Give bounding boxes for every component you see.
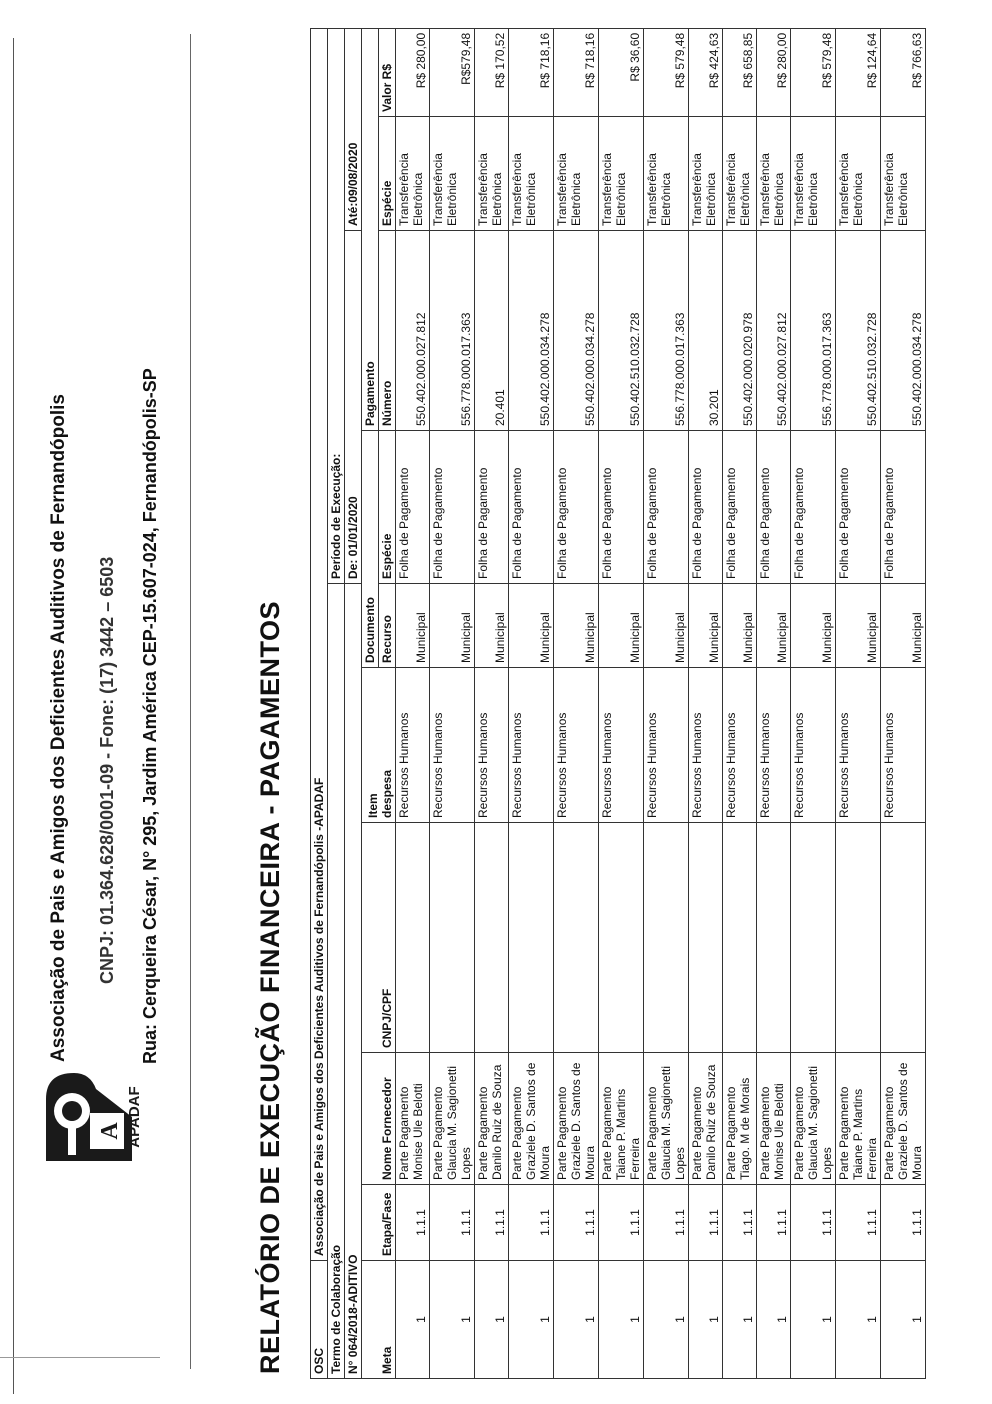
cell-meta: 1 xyxy=(723,1261,757,1379)
logo-text: APADAF xyxy=(126,1086,143,1148)
cell-etapa: 1.1.1 xyxy=(881,1185,926,1261)
cell-recurso: Municipal xyxy=(475,584,509,668)
cell-cnpj xyxy=(599,823,644,1053)
cell-especie-pag: Transferência Eletrônica xyxy=(396,117,430,231)
cell-fornecedor: Parte Pagamento Graziele D. Santos de Moura xyxy=(509,1053,554,1185)
cell-etapa: 1.1.1 xyxy=(723,1185,757,1261)
cell-especie: Folha de Pagamento xyxy=(396,431,430,584)
cell-numero: 550.402.510.032.728 xyxy=(599,231,644,431)
cell-especie: Folha de Pagamento xyxy=(791,431,836,584)
cell-etapa: 1.1.1 xyxy=(475,1185,509,1261)
cell-item: Recursos Humanos xyxy=(554,668,599,823)
col-item-label: Item xyxy=(366,793,380,818)
cell-especie: Folha de Pagamento xyxy=(723,431,757,584)
table-row xyxy=(430,28,475,1378)
report-title: RELATÓRIO DE EXECUÇÃO FINANCEIRA - PAGAMENTOS xyxy=(255,600,285,1374)
cell-meta: 1 xyxy=(757,1261,791,1379)
cell-fornecedor: Parte Pagamento Danilo Ruiz de Souza xyxy=(475,1053,509,1185)
table-row xyxy=(554,28,599,1378)
org-name: Associação de Pais e Amigos dos Deficientes Auditivos de Fernandópolis xyxy=(48,394,69,1062)
cell-etapa: 1.1.1 xyxy=(791,1185,836,1261)
cell-cnpj xyxy=(509,823,554,1053)
cell-recurso: Municipal xyxy=(836,584,881,668)
table-row xyxy=(475,28,509,1378)
cell-numero: 30.201 xyxy=(689,231,723,431)
table-row xyxy=(689,28,723,1378)
cell-valor: R$ 170,52 xyxy=(475,28,509,116)
cell-valor: R$ 280,00 xyxy=(757,28,791,116)
cell-item: Recursos Humanos xyxy=(644,668,689,823)
table-row xyxy=(791,28,836,1378)
cell-recurso: Municipal xyxy=(757,584,791,668)
cell-item: Recursos Humanos xyxy=(509,668,554,823)
cell-valor: R$ 766,63 xyxy=(881,28,926,116)
cell-numero: 550.402.000.034.278 xyxy=(509,231,554,431)
cell-valor: R$ 424,63 xyxy=(689,28,723,116)
col-recurso: Recurso xyxy=(379,584,396,668)
cell-fornecedor: Parte Pagamento Monise Ule Belotti xyxy=(396,1053,430,1185)
cell-etapa: 1.1.1 xyxy=(836,1185,881,1261)
col-especie-pag: Espécie xyxy=(379,117,396,231)
cell-recurso: Municipal xyxy=(723,584,757,668)
table-row xyxy=(757,28,791,1378)
cell-cnpj xyxy=(836,823,881,1053)
cell-cnpj xyxy=(475,823,509,1053)
cell-item: Recursos Humanos xyxy=(396,668,430,823)
ate-label: Até:09/08/2020 xyxy=(345,28,362,230)
cell-meta: 1 xyxy=(396,1261,430,1379)
cell-especie-pag: Transferência Eletrônica xyxy=(881,117,926,231)
cell-especie-pag: Transferência Eletrônica xyxy=(791,117,836,231)
termo-row xyxy=(328,28,345,1378)
cell-valor: R$ 280,00 xyxy=(396,28,430,116)
cell-numero: 556.778.000.017.363 xyxy=(430,231,475,431)
cell-fornecedor: Parte Pagamento Glaucia M. Sagionetti Lopes xyxy=(791,1053,836,1185)
logo-letter: A xyxy=(97,1122,123,1140)
cell-meta: 1 xyxy=(430,1261,475,1379)
cell-meta: 1 xyxy=(509,1261,554,1379)
cell-valor: R$ 718,16 xyxy=(509,28,554,116)
cell-especie: Folha de Pagamento xyxy=(599,431,644,584)
org-cnpj-phone: CNPJ: 01.364.628/0001-09 - Fone: (17) 3442 – 6503 xyxy=(97,556,117,984)
cell-cnpj xyxy=(757,823,791,1053)
col-documento: Documento xyxy=(362,431,379,668)
cell-fornecedor: Parte Pagamento Glaucia M. Sagionetti Lopes xyxy=(644,1053,689,1185)
cell-fornecedor: Parte Pagamento Monise Ule Belotti xyxy=(757,1053,791,1185)
osc-label: OSC xyxy=(311,1261,328,1379)
cell-cnpj xyxy=(644,823,689,1053)
cell-numero: 550.402.000.027.812 xyxy=(757,231,791,431)
cell-etapa: 1.1.1 xyxy=(430,1185,475,1261)
cell-recurso: Municipal xyxy=(881,584,926,668)
cell-numero: 20.401 xyxy=(475,231,509,431)
cell-valor: R$ 658,85 xyxy=(723,28,757,116)
cell-item: Recursos Humanos xyxy=(881,668,926,823)
cell-especie: Folha de Pagamento xyxy=(430,431,475,584)
cell-cnpj xyxy=(430,823,475,1053)
cell-meta: 1 xyxy=(475,1261,509,1379)
cell-especie-pag: Transferência Eletrônica xyxy=(475,117,509,231)
cell-item: Recursos Humanos xyxy=(836,668,881,823)
periodo-label: Período de Execução: xyxy=(328,28,345,583)
col-etapa: Etapa/Fase xyxy=(362,1185,396,1261)
col-despesa-label: despesa xyxy=(380,769,394,818)
cell-fornecedor: Parte Pagamento Tiago. M de Morais xyxy=(723,1053,757,1185)
cell-especie: Folha de Pagamento xyxy=(475,431,509,584)
cell-etapa: 1.1.1 xyxy=(644,1185,689,1261)
cell-cnpj xyxy=(881,823,926,1053)
col-numero: Número xyxy=(379,231,396,431)
cell-meta: 1 xyxy=(554,1261,599,1379)
cell-especie-pag: Transferência Eletrônica xyxy=(599,117,644,231)
termo-value-row xyxy=(345,28,362,1378)
table-row xyxy=(881,28,926,1378)
cell-etapa: 1.1.1 xyxy=(396,1185,430,1261)
cell-fornecedor: Parte Pagamento Taiane P. Martins Ferreira xyxy=(599,1053,644,1185)
cell-valor: R$ 36,60 xyxy=(599,28,644,116)
col-fornecedor: Nome Fornecedor xyxy=(362,1053,396,1185)
cell-especie-pag: Transferência Eletrônica xyxy=(836,117,881,231)
cell-etapa: 1.1.1 xyxy=(509,1185,554,1261)
cell-etapa: 1.1.1 xyxy=(689,1185,723,1261)
cell-recurso: Municipal xyxy=(689,584,723,668)
table-row xyxy=(644,28,689,1378)
cell-valor: R$ 579,48 xyxy=(791,28,836,116)
cell-especie: Folha de Pagamento xyxy=(554,431,599,584)
cell-valor: R$ 124,64 xyxy=(836,28,881,116)
col-cnpj: CNPJ/CPF xyxy=(362,823,396,1053)
top-rule xyxy=(13,38,14,1394)
cell-especie-pag: Transferência Eletrônica xyxy=(430,117,475,231)
de-label: De: 01/01/2020 xyxy=(345,231,362,584)
cell-recurso: Municipal xyxy=(509,584,554,668)
cell-item: Recursos Humanos xyxy=(757,668,791,823)
cell-fornecedor: Parte Pagamento Glaucia M. Sagionetti Lopes xyxy=(430,1053,475,1185)
cell-especie: Folha de Pagamento xyxy=(757,431,791,584)
cell-fornecedor: Parte Pagamento Danilo Ruiz de Souza xyxy=(689,1053,723,1185)
termo-value: N° 064/2018-ADITIVO xyxy=(345,584,362,1379)
cell-recurso: Municipal xyxy=(644,584,689,668)
cell-recurso: Municipal xyxy=(554,584,599,668)
col-item xyxy=(362,668,396,823)
cell-recurso: Municipal xyxy=(430,584,475,668)
cell-numero: 550.402.000.034.278 xyxy=(554,231,599,431)
cell-item: Recursos Humanos xyxy=(689,668,723,823)
org-address: Rua: Cerqueira César, N° 295, Jardim América CEP-15.607-024, Fernandópolis-SP xyxy=(140,368,160,1064)
cell-numero: 550.402.000.020.978 xyxy=(723,231,757,431)
cell-recurso: Municipal xyxy=(396,584,430,668)
cell-especie: Folha de Pagamento xyxy=(689,431,723,584)
cell-meta: 1 xyxy=(599,1261,644,1379)
cell-numero: 556.778.000.017.363 xyxy=(644,231,689,431)
cell-especie-pag: Transferência Eletrônica xyxy=(757,117,791,231)
osc-row xyxy=(311,28,328,1378)
header-row-1 xyxy=(362,28,379,1378)
cell-item: Recursos Humanos xyxy=(599,668,644,823)
cell-etapa: 1.1.1 xyxy=(554,1185,599,1261)
cell-meta: 1 xyxy=(881,1261,926,1379)
cell-meta: 1 xyxy=(644,1261,689,1379)
apadaf-logo xyxy=(40,1064,143,1169)
cell-numero: 556.778.000.017.363 xyxy=(791,231,836,431)
left-rule xyxy=(0,1357,160,1358)
osc-value: Associação de Pais e Amigos dos Deficientes Auditivos de Fernandópolis -APADAF xyxy=(311,28,328,1260)
cell-item: Recursos Humanos xyxy=(723,668,757,823)
cell-especie-pag: Transferência Eletrônica xyxy=(509,117,554,231)
table-row xyxy=(599,28,644,1378)
cell-item: Recursos Humanos xyxy=(430,668,475,823)
cell-fornecedor: Parte Pagamento Graziele D. Santos de Moura xyxy=(554,1053,599,1185)
cell-fornecedor: Parte Pagamento Graziele D. Santos de Moura xyxy=(881,1053,926,1185)
cell-especie-pag: Transferência Eletrônica xyxy=(554,117,599,231)
cell-numero: 550.402.510.032.728 xyxy=(836,231,881,431)
table-row xyxy=(396,28,430,1378)
cell-recurso: Municipal xyxy=(599,584,644,668)
table-row xyxy=(836,28,881,1378)
cell-especie-pag: Transferência Eletrônica xyxy=(644,117,689,231)
payments-table xyxy=(310,28,926,1379)
cell-cnpj xyxy=(791,823,836,1053)
cell-item: Recursos Humanos xyxy=(475,668,509,823)
col-pagamento: Pagamento xyxy=(362,28,379,430)
cell-valor: R$ 718,16 xyxy=(554,28,599,116)
cell-especie: Folha de Pagamento xyxy=(836,431,881,584)
cell-cnpj xyxy=(689,823,723,1053)
payments-rows xyxy=(396,28,926,1378)
table-row xyxy=(509,28,554,1378)
cell-valor: R$ 579,48 xyxy=(644,28,689,116)
cell-especie: Folha de Pagamento xyxy=(509,431,554,584)
cell-recurso: Municipal xyxy=(791,584,836,668)
cell-numero: 550.402.000.034.278 xyxy=(881,231,926,431)
cell-etapa: 1.1.1 xyxy=(757,1185,791,1261)
col-especie: Espécie xyxy=(379,431,396,584)
cell-cnpj xyxy=(723,823,757,1053)
cell-cnpj xyxy=(396,823,430,1053)
cell-valor: R$579,48 xyxy=(430,28,475,116)
cell-etapa: 1.1.1 xyxy=(599,1185,644,1261)
cell-especie-pag: Transferência Eletrônica xyxy=(723,117,757,231)
cell-meta: 1 xyxy=(689,1261,723,1379)
cell-especie-pag: Transferência Eletrônica xyxy=(689,117,723,231)
cell-especie: Folha de Pagamento xyxy=(644,431,689,584)
cell-meta: 1 xyxy=(836,1261,881,1379)
col-valor: Valor R$ xyxy=(379,28,396,116)
cell-meta: 1 xyxy=(791,1261,836,1379)
termo-label: Termo de Colaboração xyxy=(328,584,345,1379)
cell-cnpj xyxy=(554,823,599,1053)
cell-especie: Folha de Pagamento xyxy=(881,431,926,584)
cell-numero: 550.402.000.027.812 xyxy=(396,231,430,431)
cell-fornecedor: Parte Pagamento Taiane P. Martins Ferreira xyxy=(836,1053,881,1185)
table-row xyxy=(723,28,757,1378)
header-rule xyxy=(190,34,191,1369)
col-meta: Meta xyxy=(362,1261,396,1379)
cell-item: Recursos Humanos xyxy=(791,668,836,823)
